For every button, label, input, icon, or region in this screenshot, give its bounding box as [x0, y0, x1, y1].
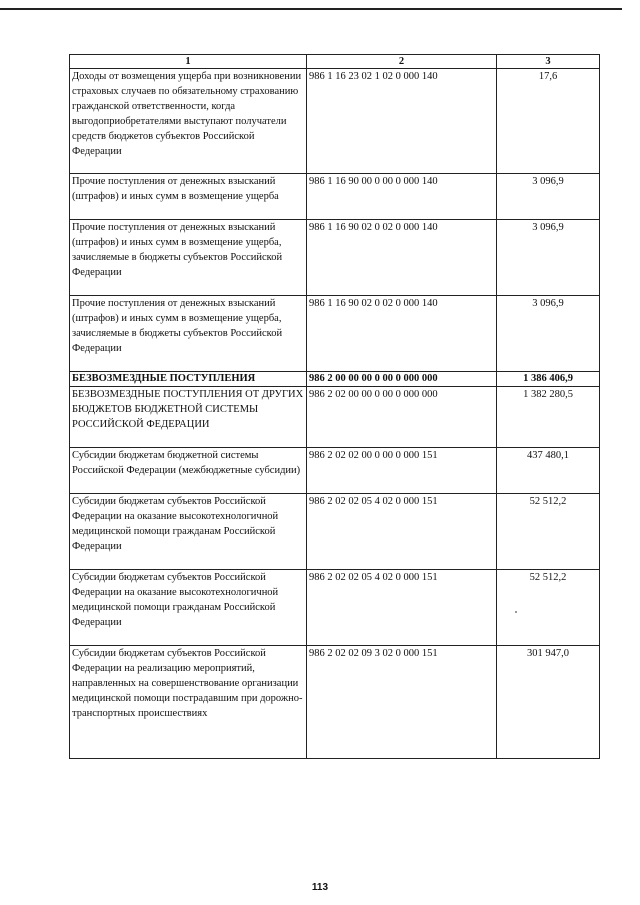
row-name-text: Доходы от возмещения ущерба при возникновении страховых случаев по обязательному страхованию гражданской ответственности, когда выгодоприобретателями выступают получатели средств бюджетов субъектов Российской Федерации [72, 71, 302, 157]
row-code: 986 2 00 00 00 0 00 0 000 000 [307, 372, 497, 387]
column-header-2: 2 [307, 55, 497, 69]
table-row-total [70, 372, 600, 387]
table-row [70, 296, 600, 372]
table-row [70, 646, 600, 759]
page-number: 113 [311, 882, 329, 893]
scan-speck [515, 611, 517, 613]
row-name [70, 387, 307, 448]
row-amount: 3 096,9 [497, 220, 600, 296]
table-row [70, 448, 600, 494]
row-name [70, 372, 307, 387]
table-row [70, 174, 600, 220]
row-name [70, 220, 307, 296]
row-code: 986 1 16 90 02 0 02 0 000 140 [307, 296, 497, 372]
row-amount: 17,6 [497, 69, 600, 174]
table-row [70, 570, 600, 646]
row-code: 986 1 16 90 00 0 00 0 000 140 [307, 174, 497, 220]
row-name [70, 570, 307, 646]
row-name [70, 174, 307, 220]
top-rule [0, 8, 622, 10]
row-name-text: Субсидии бюджетам бюджетной системы Российской Федерации (межбюджетные субсидии) [72, 450, 301, 476]
row-amount: 3 096,9 [497, 174, 600, 220]
row-code: 986 1 16 23 02 1 02 0 000 140 [307, 69, 497, 174]
row-name-text: БЕЗВОЗМЕЗДНЫЕ ПОСТУПЛЕНИЯ [72, 373, 256, 384]
row-amount: 52 512,2 [497, 494, 600, 570]
row-code: 986 2 02 02 09 3 02 0 000 151 [307, 646, 497, 759]
row-name-text: БЕЗВОЗМЕЗДНЫЕ ПОСТУПЛЕНИЯ ОТ ДРУГИХ БЮДЖЕТОВ БЮДЖЕТНОЙ СИСТЕМЫ РОССИЙСКОЙ ФЕДЕРАЦИИ [72, 389, 304, 430]
row-amount: 437 480,1 [497, 448, 600, 494]
row-code: 986 2 02 02 05 4 02 0 000 151 [307, 494, 497, 570]
row-amount: 1 386 406,9 [497, 372, 600, 387]
row-code: 986 2 02 02 00 0 00 0 000 151 [307, 448, 497, 494]
row-name-text: Субсидии бюджетам субъектов Российской Федерации на оказание высокотехнологичной медицинской помощи гражданам Российской Федерации [72, 572, 279, 628]
table-row [70, 494, 600, 570]
table-row [70, 387, 600, 448]
row-name [70, 296, 307, 372]
row-code: 986 2 02 02 05 4 02 0 000 151 [307, 570, 497, 646]
row-amount: 52 512,2 [497, 570, 600, 646]
row-code: 986 2 02 00 00 0 00 0 000 000 [307, 387, 497, 448]
row-name-text: Прочие поступления от денежных взысканий (штрафов) и иных сумм в возмещение ущерба [72, 176, 279, 202]
table-row [70, 69, 600, 174]
row-amount: 1 382 280,5 [497, 387, 600, 448]
row-amount: 3 096,9 [497, 296, 600, 372]
revenue-table [69, 54, 600, 759]
row-amount: 301 947,0 [497, 646, 600, 759]
row-name-text: Субсидии бюджетам субъектов Российской Федерации на реализацию мероприятий, направленных на совершенствование организации медицинской помощи пострадавшим при дорожно-транспортных происшествиях [72, 648, 303, 719]
row-name [70, 69, 307, 174]
row-code: 986 1 16 90 02 0 02 0 000 140 [307, 220, 497, 296]
row-name [70, 646, 307, 759]
row-name-text: Субсидии бюджетам субъектов Российской Федерации на оказание высокотехнологичной медицинской помощи гражданам Российской Федерации [72, 496, 279, 552]
column-header-3: 3 [497, 55, 600, 69]
column-header-1: 1 [70, 55, 307, 69]
row-name [70, 448, 307, 494]
table-header-row [70, 55, 600, 69]
row-name-text: Прочие поступления от денежных взысканий (штрафов) и иных сумм в возмещение ущерба, зачисляемые в бюджеты субъектов Российской Федерации [72, 298, 283, 354]
row-name [70, 494, 307, 570]
table-row [70, 220, 600, 296]
row-name-text: Прочие поступления от денежных взысканий (штрафов) и иных сумм в возмещение ущерба, зачисляемые в бюджеты субъектов Российской Федерации [72, 222, 283, 278]
